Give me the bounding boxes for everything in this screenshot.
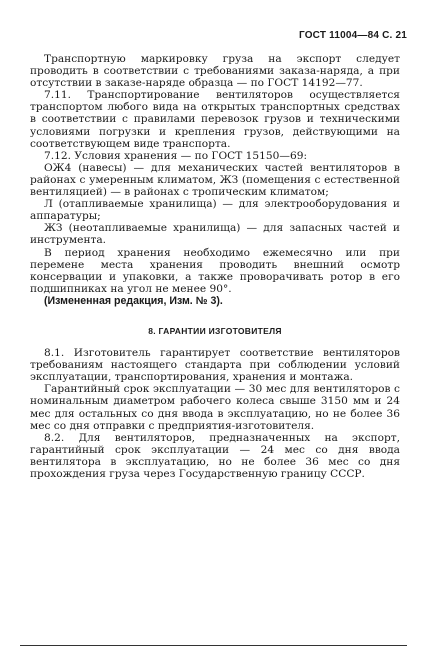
revision-note: (Измененная редакция, Изм. № 3). <box>44 294 223 307</box>
paragraph-storage-inspection: В период хранения необходимо ежемесячно или при перемене места хранения проводить внешний осмотр консервации и упаковки, а также проворачивать ротор в его подшипниках на угол не менее 90°. <box>30 246 400 295</box>
paragraph-warranty-period: Гарантийный срок эксплуатации — 30 мес для вентиляторов с номинальным диаметром рабочего колеса свыше 3150 мм и 24 мес для остальных со дня ввода в эксплуатацию, но не более 36 мес со дня отправки с предприятия-изготовителя. <box>30 383 400 432</box>
document-body <box>30 53 400 480</box>
paragraph-l: Л (отапливаемые хранилища) — для электрооборудования и аппаратуры; <box>30 198 400 223</box>
paragraph-8-2: 8.2. Для вентиляторов, предназначенных на экспорт, гарантийный срок эксплуатации — 24 мес со дня ввода вентилятора в эксплуатацию, но не более 36 мес со дня прохождения груза через Государственную границу СССР. <box>30 431 400 480</box>
section-title: 8. ГАРАНТИИ ИЗГОТОВИТЕЛЯ <box>148 325 282 336</box>
bottom-rule <box>20 645 407 646</box>
paragraph-export-marking: Транспортную маркировку груза на экспорт следует проводить в соответствии с требованиями заказа-наряда, а при отсутствии в заказе-наряде образца — по ГОСТ 14192—77. <box>30 53 400 90</box>
page-header: ГОСТ 11004—84 С. 21 <box>298 30 407 41</box>
paragraph-zh3: ЖЗ (неотапливаемые хранилища) — для запасных частей и инструмента. <box>30 222 400 247</box>
paragraph-7-12: 7.12. Условия хранения — по ГОСТ 15150—69: <box>44 149 308 162</box>
paragraph-ozh4: ОЖ4 (навесы) — для механических частей вентиляторов в районах с умеренным климатом, ЖЗ (помещения с естественной вентиляцией) — в районах с тропическим климатом; <box>30 161 400 199</box>
paragraph-7-11: 7.11. Транспортирование вентиляторов осуществляется транспортом любого вида на открытых транспортных средствах в соответствии с правилами перевозок грузов и техническими условиями погрузки и крепления грузов, действующими на соответствующем виде транспорта. <box>30 89 400 150</box>
paragraph-8-1: 8.1. Изготовитель гарантирует соответствие вентиляторов требованиям настоящего стандарта при соблюдении условий эксплуатации, транспортирования, хранения и монтажа. <box>30 347 400 384</box>
